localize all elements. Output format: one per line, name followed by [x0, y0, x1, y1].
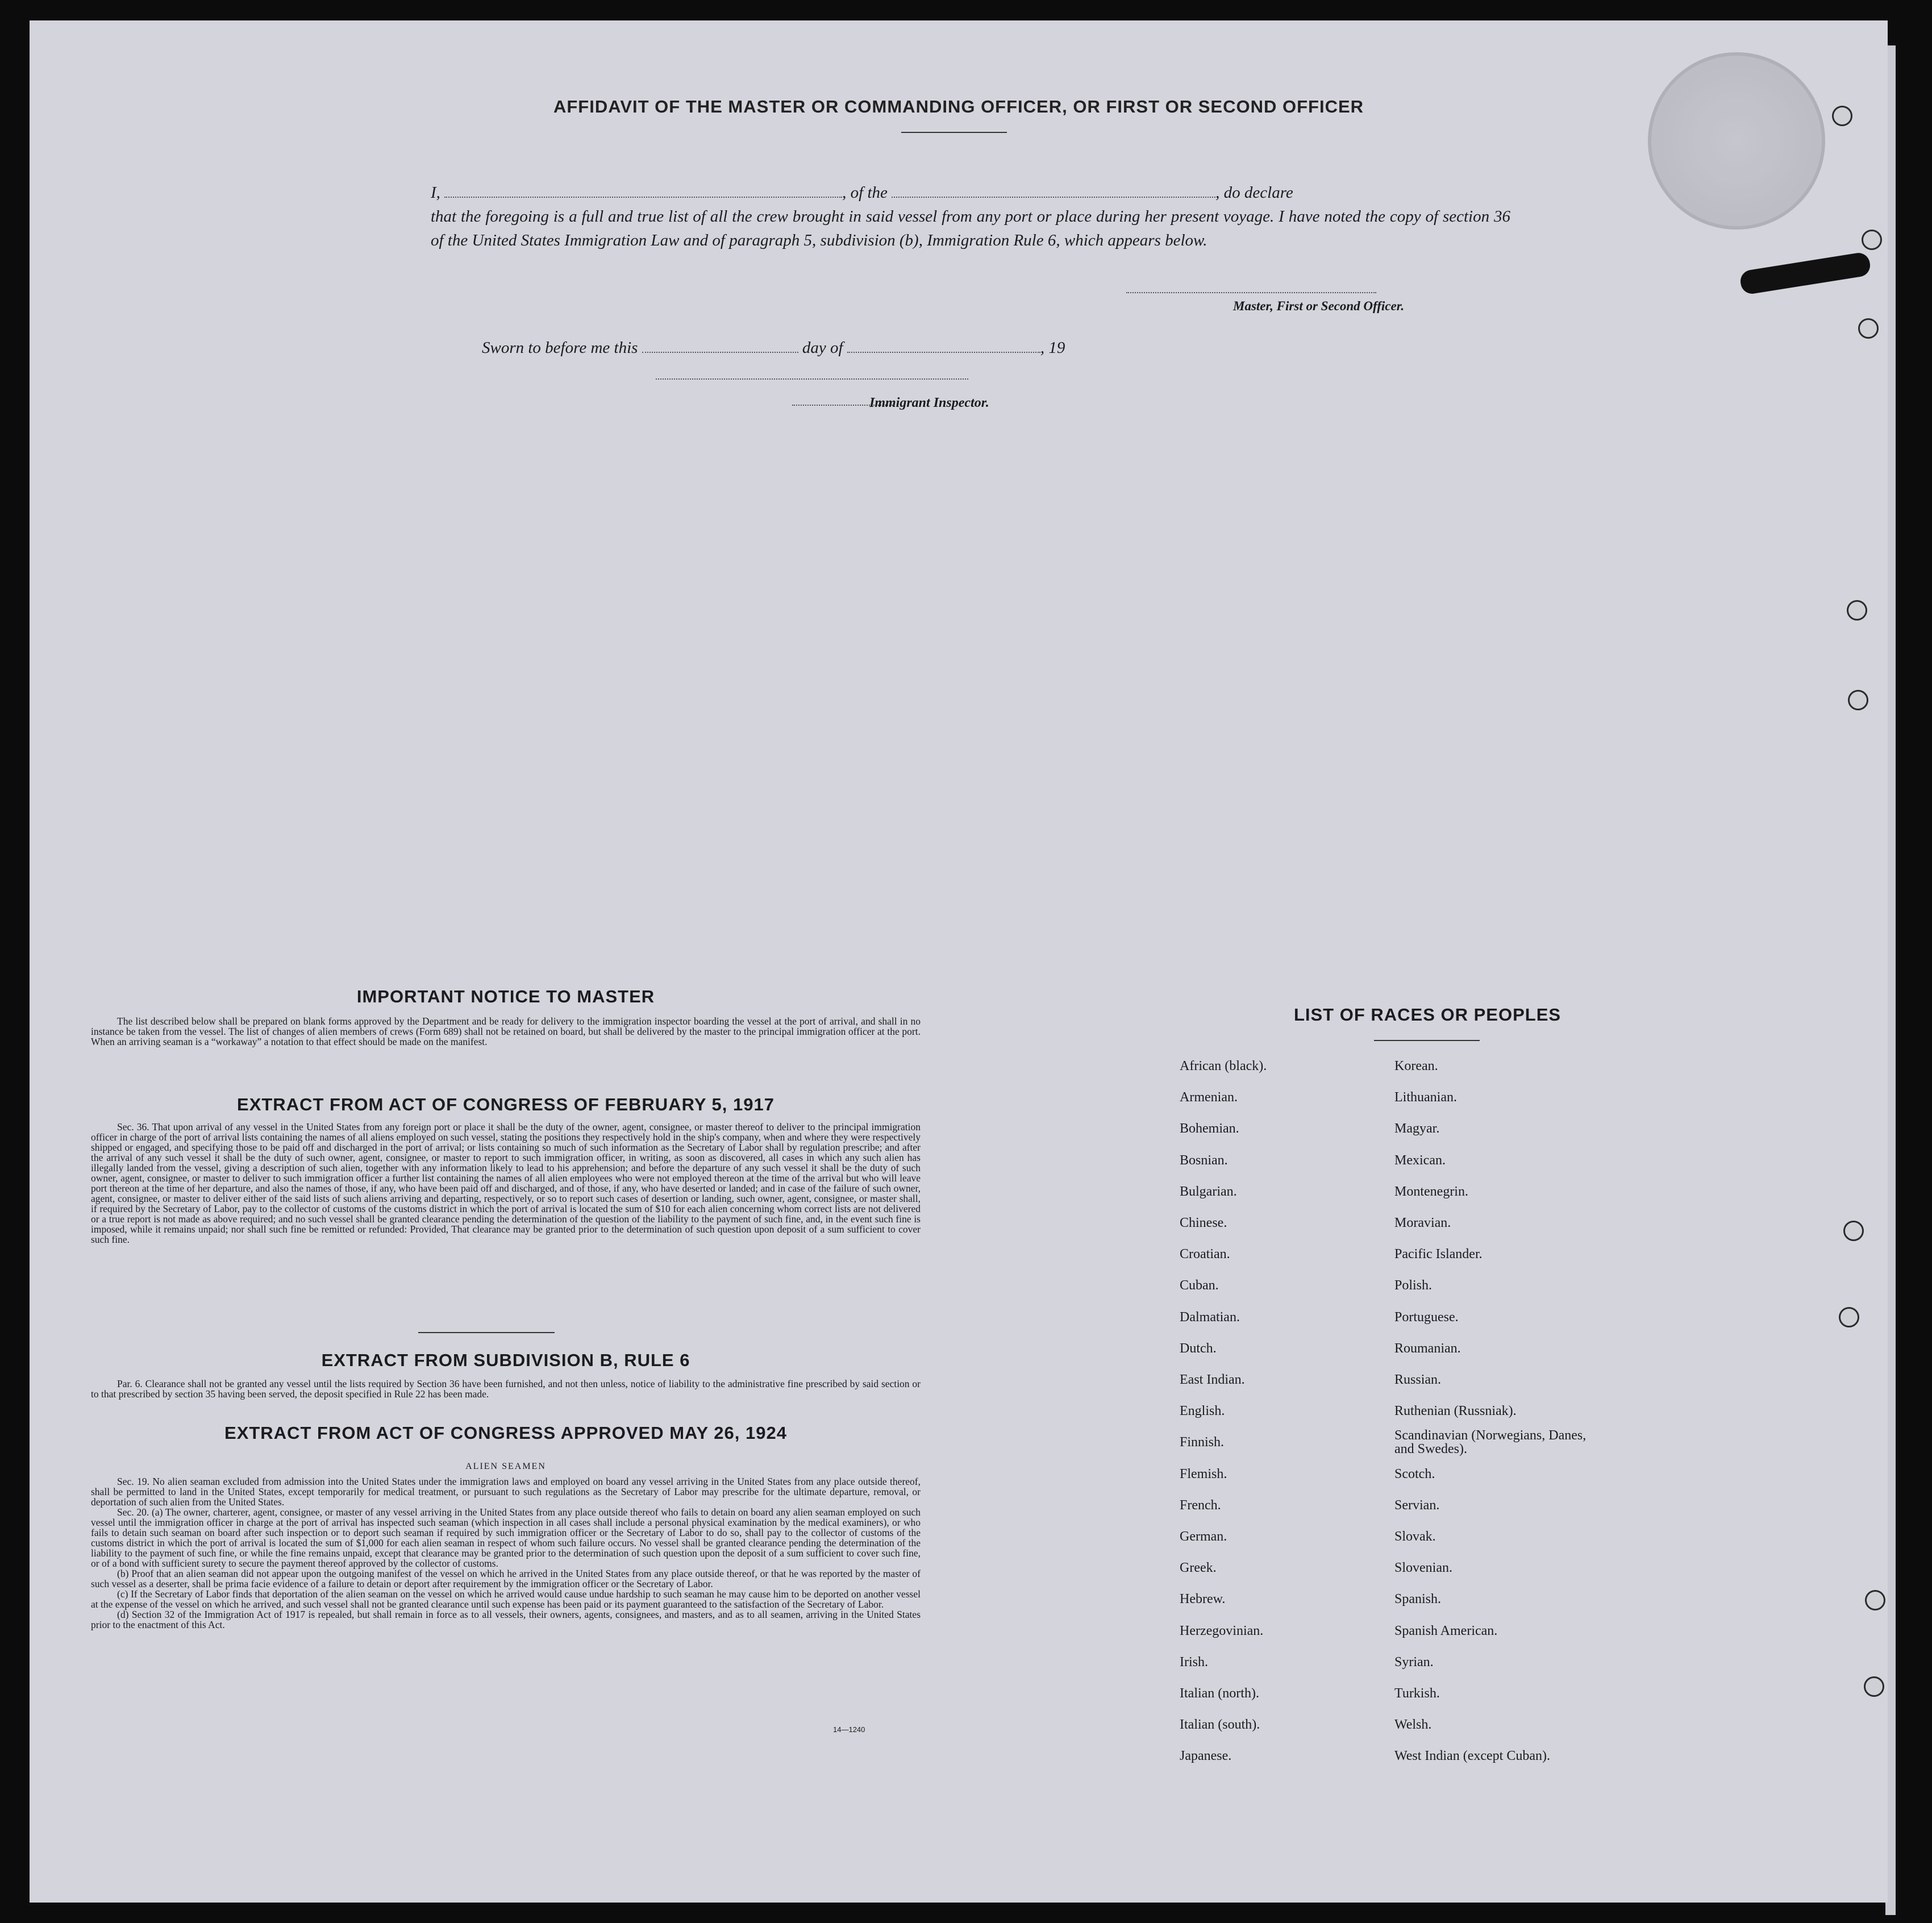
race-item: Finnish.: [1180, 1435, 1225, 1450]
sec-20d-paragraph: (d) Section 32 of the Immigration Act of 1917 is repealed, but shall remain in force as to all vessels, their owners, agents, consignees, and masters, and as to all seamen, arriving in the United States prior to the enactment of this Act.: [91, 1609, 921, 1630]
sec-19-paragraph: Sec. 19. No alien seaman excluded from admission into the United States under the immigration laws and employed on board any vessel arriving in the United States from any place outside thereof, shall be permitted to land in the United States, except temporarily for medical treatment, or pursuant to such regulations as the Secretary of Labor may prescribe for the ultimate departure, removal, or deportation of such alien from the United States.: [91, 1476, 921, 1508]
race-item: Montenegrin.: [1394, 1184, 1468, 1199]
race-item: Irish.: [1180, 1654, 1208, 1670]
race-item: Slovak.: [1394, 1529, 1436, 1544]
race-item: Chinese.: [1180, 1216, 1227, 1230]
extract-1917-paragraph: Sec. 36. That upon arrival of any vessel in the United States from any foreign port or place it shall be the duty of the owner, agent, consignee, or master thereof to deliver to the principal immigration officer in charge of the port of arrival lists containing the names of all aliens employed on such vessel, stating the positions they respectively hold in the ship's company, when and where they were respectively shipped or engaged, and specifying those to be paid off and discharged in the port of arrival; or lists containing so much of such information as the Secretary of Labor shall by regulation prescribe; and after the arrival of any such vessel it shall be the duty of such owner, agent, consignee, or master to report to such immigration officer, in writing, as soon as discovered, all cases in which any such alien has illegally landed from the vessel, giving a description of such alien, together with any information likely to lead to his apprehension; and before the departure of any such vessel it shall be the duty of such owner, agent, consignee, or master to deliver to such immigration officer a further list containing the names of all alien employees who were not employed thereon at the time of the arrival but who will leave port thereon at the time of her departure, and also the names of those, if any, who have been paid off and discharged, and of those, if any, who have deserted or landed; and in case of the failure of such owner, agent, consignee, or master to deliver either of the said lists of such aliens arriving and departing, respectively, or so to report such cases of desertion or landing, such owner, agent, consignee, or master shall, if required by the Secretary of Labor, pay to the collector of customs of the customs district in which the port of arrival is located the sum of $10 for each alien concerning whom correct lists are not delivered or a true report is not made as above required; and no such vessel shall be granted clearance pending the determination of the question of the liability to the payment of such fine, and, in the event such fine is imposed, while it remains unpaid; nor shall such fine be remitted or refunded: Provided, That clearance may be granted prior to the determination of such question upon deposit of a sum sufficient to cover such fine.: [91, 1121, 921, 1245]
race-item: Flemish.: [1180, 1466, 1227, 1481]
master-caption: Master, First or Second Officer.: [1233, 299, 1405, 313]
sworn-start: Sworn to before me this: [482, 339, 638, 357]
race-item: Servian.: [1394, 1497, 1440, 1513]
race-item: Italian (south).: [1180, 1717, 1260, 1733]
races-title: LIST OF RACES OR PEOPLES: [1293, 1005, 1562, 1025]
officer-name-line[interactable]: [444, 186, 842, 198]
extract-rule6-paragraph: Par. 6. Clearance shall not be granted any vessel until the lists required by Section 36 have been furnished, and not then unless, notice of liability to the administrative fine prescribed by said section or to that prescribed by section 35 having been served, the deposit specified in Rule 22 has been made.: [91, 1378, 921, 1400]
race-item: Bulgarian.: [1180, 1184, 1237, 1199]
sworn-year: , 19: [1040, 339, 1065, 357]
extract-rule6-body: [91, 1379, 921, 1399]
race-item: Dalmatian.: [1180, 1309, 1240, 1325]
affidavit-declaration: [431, 181, 1510, 252]
race-item: Roumanian.: [1394, 1341, 1461, 1356]
tape-mark: [1739, 251, 1872, 295]
race-item: Syrian.: [1394, 1654, 1434, 1670]
race-item: Hebrew.: [1180, 1592, 1226, 1607]
punch-hole: [1843, 1221, 1864, 1241]
race-item: Korean.: [1394, 1059, 1438, 1073]
race-item: Turkish.: [1394, 1686, 1440, 1701]
race-item: Scandinavian (Norwegians, Danes, and Swedes).: [1394, 1428, 1587, 1457]
race-item: Polish.: [1394, 1278, 1433, 1293]
sec-20c-paragraph: (c) If the Secretary of Labor finds that deportation of the alien seaman on the vessel on which he arrived would cause undue hardship to such seaman he may cause him to be deported on another vessel at the expense of the vessel on which he arrived, and such vessel shall not be granted clearance until such expense has been paid or its payment guaranteed to the satisfaction of the Secretary of Labor.: [91, 1588, 921, 1610]
extract-rule6-title: EXTRACT FROM SUBDIVISION B, RULE 6: [321, 1350, 690, 1370]
race-item: East Indian.: [1180, 1372, 1245, 1387]
race-item: Greek.: [1180, 1560, 1217, 1576]
title-rule: [901, 132, 1007, 133]
race-item: Italian (north).: [1180, 1686, 1259, 1701]
race-item: Pacific Islander.: [1394, 1247, 1483, 1262]
punch-hole: [1847, 600, 1867, 621]
notice-body: [91, 1016, 921, 1047]
sec-20a-paragraph: Sec. 20. (a) The owner, charterer, agent, consignee, or master of any vessel arriving in the United States from any place outside thereof who fails to detain on board any alien seaman employed on such vessel until the immigration officer in charge at the port of arrival has inspected such seaman (which inspection in all cases shall include a personal physical examination by the medical examiners), or who fails to detain such seaman on board after such inspection or to deport such seaman if required by such immigration officer or the Secretary of Labor to do so, shall pay to the collector of customs of the customs district in which the port of arrival is located the sum of $1,000 for each alien seaman in respect of whom such failure occurs. No vessel shall be granted clearance pending the determination of the liability to the payment of such fine, or while the fine remains unpaid, except that clearance may be granted prior to the determination of such question upon the deposit of a sum sufficient to cover such fine, or of a bond with sufficient surety to secure the payment thereof approved by the collector of customs.: [91, 1506, 921, 1569]
race-item: Ruthenian (Russniak).: [1394, 1404, 1517, 1419]
punch-hole: [1865, 1590, 1885, 1610]
race-item: Bosnian.: [1180, 1152, 1228, 1168]
race-item: Japanese.: [1180, 1749, 1232, 1764]
race-item: Moravian.: [1394, 1216, 1451, 1230]
race-item: Welsh.: [1394, 1717, 1432, 1733]
affidavit-do-declare: , do declare: [1215, 184, 1293, 202]
race-item: Croatian.: [1180, 1247, 1230, 1262]
notice-title: IMPORTANT NOTICE TO MASTER: [356, 987, 655, 1006]
race-item: Magyar.: [1394, 1121, 1440, 1137]
race-item: Cuban.: [1180, 1278, 1219, 1293]
sec-20b-paragraph: (b) Proof that an alien seaman did not appear upon the outgoing manifest of the vessel on which he arrived in the United States from any place outside thereof, or that he was reported by the master of such vessel as a deserter, shall be prima facie evidence of a failure to detain or deport after requirement by the immigration officer or the Secretary of Labor.: [91, 1568, 921, 1589]
race-item: West Indian (except Cuban).: [1394, 1749, 1550, 1764]
extract-1917-title: EXTRACT FROM ACT OF CONGRESS OF FEBRUARY 5, 1917: [237, 1094, 775, 1114]
race-item: Spanish.: [1394, 1592, 1442, 1607]
race-item: Russian.: [1394, 1372, 1442, 1387]
punch-hole: [1858, 318, 1879, 339]
punch-hole: [1848, 690, 1868, 710]
race-item: German.: [1180, 1529, 1227, 1544]
alien-seamen-subtitle: ALIEN SEAMEN: [465, 1462, 546, 1471]
notice-paragraph: The list described below shall be prepared on blank forms approved by the Department and be ready for delivery to the immigration inspector boarding the vessel at the port of arrival, and shall in no instance be taken from the vessel. The list of changes of alien members of crews (Form 689) shall not be retained on board, but shall be delivered by the master to the principal immigration officer at the port. When an arriving seaman is a “workaway” a notation to that effect should be made on the manifest.: [91, 1015, 921, 1047]
extract-1924-body: [91, 1476, 921, 1630]
sworn-line: [482, 339, 1065, 357]
sworn-month-line[interactable]: [847, 342, 1040, 353]
race-item: Lithuanian.: [1394, 1090, 1457, 1105]
sworn-day-of: day of: [802, 339, 843, 357]
race-item: African (black).: [1180, 1059, 1267, 1073]
punch-hole: [1864, 1676, 1884, 1697]
manifest-page: [30, 20, 1888, 1903]
race-item: French.: [1180, 1497, 1221, 1513]
affidavit-of-the: , of the: [842, 184, 888, 202]
punch-hole: [1862, 230, 1882, 250]
extract-1917-body: [91, 1122, 921, 1244]
sworn-day-line[interactable]: [642, 342, 798, 353]
inspector-caption: Immigrant Inspector.: [869, 396, 989, 410]
race-item: Slovenian.: [1394, 1560, 1452, 1576]
punch-hole: [1832, 106, 1852, 126]
race-item: Dutch.: [1180, 1341, 1217, 1356]
affidavit-title: AFFIDAVIT OF THE MASTER OR COMMANDING OFFICER, OR FIRST OR SECOND OFFICER: [553, 97, 1364, 116]
race-item: Portuguese.: [1394, 1309, 1459, 1325]
race-item: Mexican.: [1394, 1152, 1446, 1168]
race-item: Scotch.: [1394, 1466, 1435, 1481]
declaration-text: that the foregoing is a full and true list of all the crew brought in said vessel from any port or place during her present voyage. I have noted the copy of section 36 of the United States Immigration Law and of paragraph 5, subdivision (b), Immigration Rule 6, which appears below.: [431, 207, 1510, 249]
race-item: Herzegovinian.: [1180, 1623, 1264, 1638]
circular-stamp: [1648, 52, 1825, 230]
race-item: English.: [1180, 1404, 1225, 1419]
vessel-name-line[interactable]: [892, 186, 1215, 198]
extract-1917-rule: [418, 1332, 555, 1333]
punch-hole: [1839, 1307, 1859, 1327]
affidavit-i: I,: [431, 184, 440, 202]
race-item: Spanish American.: [1394, 1623, 1498, 1638]
form-number: 14—1240: [833, 1725, 865, 1734]
master-signature-line[interactable]: [1126, 292, 1376, 293]
race-item: Armenian.: [1180, 1090, 1238, 1105]
extract-1924-title: EXTRACT FROM ACT OF CONGRESS APPROVED MAY 26, 1924: [224, 1423, 787, 1443]
races-title-rule: [1374, 1040, 1480, 1041]
race-item: Bohemian.: [1180, 1121, 1239, 1137]
inspector-signature-line[interactable]: [656, 378, 968, 380]
